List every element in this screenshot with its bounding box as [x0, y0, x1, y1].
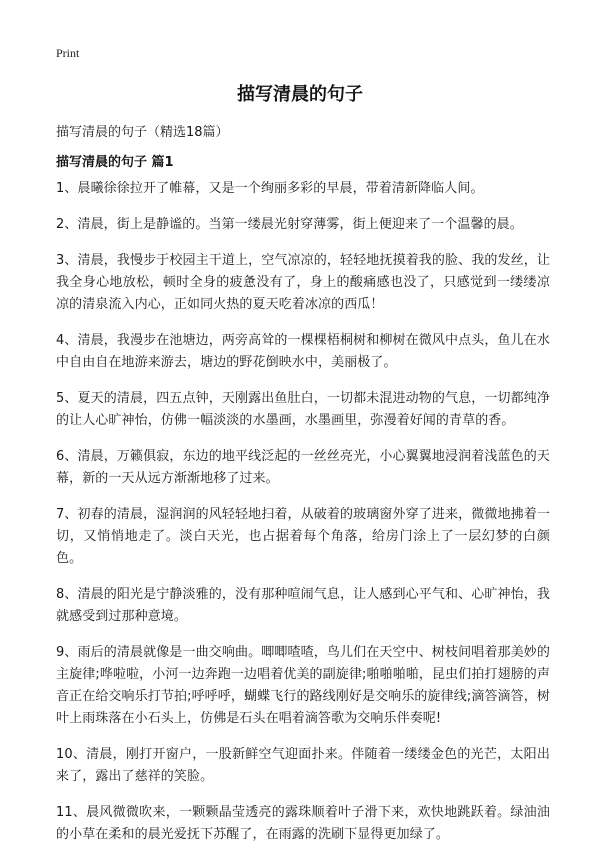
- paragraph: 8、清晨的阳光是宁静淡雅的，没有那种喧闹气息，让人感到心平气和、心旷神怡，我就感受到过那种意境。: [56, 587, 550, 624]
- paragraph: 1、晨曦徐徐拉开了帷幕，又是一个绚丽多彩的早晨，带着清新降临人间。: [56, 181, 484, 196]
- paragraph: 7、初春的清晨，湿润润的风轻轻地扫着，从破着的玻璃窗外穿了进来，微微地拂着一切，又悄悄地走了。淡白天光，也占据着每个角落，给房门涂上了一层幻梦的白颜色。: [56, 507, 550, 566]
- paragraph: 5、夏天的清晨，四五点钟，天刚露出鱼肚白，一切都未混进动物的气息，一切都纯净的让人心旷神怡，仿佛一幅淡淡的水墨画，水墨画里，弥漫着好闻的青草的香。: [56, 391, 550, 428]
- print-link[interactable]: Print: [56, 46, 80, 60]
- paragraph: 2、清晨，街上是静谧的。当第一缕晨光射穿薄雾，街上便迎来了一个温馨的晨。: [56, 217, 523, 232]
- paragraph: 11、晨风微微吹来，一颗颗晶莹透亮的露珠顺着叶子滑下来，欢快地跳跃着。绿油油的小草在柔和的晨光爱抚下苏醒了，在雨露的洗刷下显得更加绿了。: [56, 805, 550, 842]
- paragraph: 3、清晨，我慢步于校园主干道上，空气凉凉的，轻轻地抚摸着我的脸、我的发丝，让我全身心地放松，顿时全身的疲惫没有了，身上的酸痛感也没了，只感觉到一缕缕凉凉的清泉流入内心，正如同火热的夏天吃着冰凉的西瓜！: [56, 253, 550, 312]
- paragraph: 6、清晨，万籁俱寂，东边的地平线泛起的一丝丝亮光，小心翼翼地浸润着浅蓝色的天幕，新的一天从远方渐渐地移了过来。: [56, 449, 550, 486]
- page-title: 描写清晨的句子: [237, 84, 363, 105]
- paragraph: 9、雨后的清晨就像是一曲交响曲。唧唧喳喳，鸟儿们在天空中、树枝间唱着那美妙的主旋律;哗啦啦，小河一边奔跑一边唱着优美的副旋律;啪啪啪啪，昆虫们拍打翅膀的声音正在给交响乐打节拍;呼呼呼，蝴蝶飞行的路线刚好是交响乐的旋律线;滴答滴答，树叶上雨珠落在小石头上，仿佛是石头在唱着滴答歌为交响乐伴奏呢!: [56, 645, 550, 726]
- paragraph: 4、清晨，我漫步在池塘边，两旁高耸的一棵棵梧桐树和柳树在微风中点头，鱼儿在水中自由自在地游来游去，塘边的野花倒映水中，美丽极了。: [56, 333, 550, 370]
- paragraph-list: [56, 178, 550, 860]
- section-heading: 描写清晨的句子 篇1: [56, 155, 174, 170]
- document-subtitle: 描写清晨的句子（精选18篇）: [56, 125, 229, 140]
- paragraph: 10、清晨，刚打开窗户，一股新鲜空气迎面扑来。伴随着一缕缕金色的光芒，太阳出来了，露出了慈祥的笑脸。: [56, 747, 550, 784]
